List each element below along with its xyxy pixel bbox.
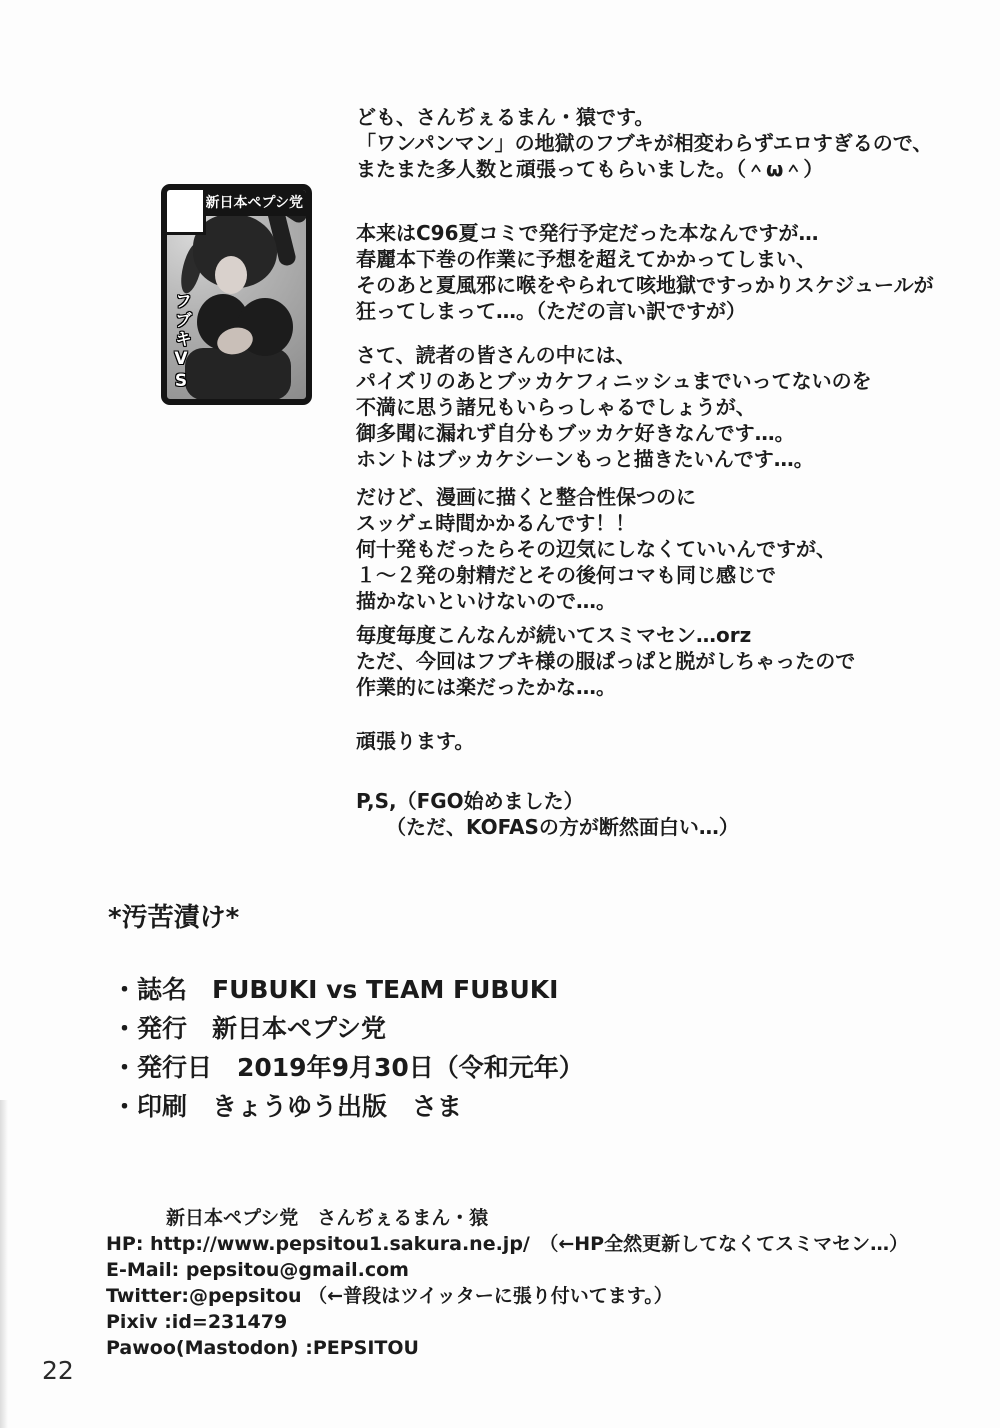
letter-paragraph-drawing <box>356 484 836 614</box>
letter-line: 不満に思う諸兄もいらっしゃるでしょうが、 <box>356 395 756 419</box>
cover-corner-box <box>167 190 206 235</box>
colophon-title: *汚苦漬け* <box>108 903 240 933</box>
letter-line: だけど、漫画に描くと整合性保つのに <box>356 485 696 509</box>
letter-line: （ただ、KOFASの方が断然面白い…） <box>356 815 739 839</box>
letter-line: 作業的には楽だったかな…。 <box>356 675 616 699</box>
letter-line: P,S,（FGO始めました） <box>356 789 584 813</box>
letter-line: １～２発の射精だとその後何コマも同じ感じで <box>356 563 776 587</box>
colophon-item-title: ・誌名 FUBUKI vs TEAM FUBUKI <box>112 975 559 1004</box>
letter-paragraph-readers <box>356 342 872 472</box>
page-number: 22 <box>42 1356 74 1385</box>
letter-line: 頑張ります。 <box>356 729 475 753</box>
letter-line: 御多聞に漏れず自分もブッカケ好きなんです…。 <box>356 421 795 445</box>
cover-circle-name: 新日本ペプシ党 <box>205 195 303 211</box>
letter-line: さて、読者の皆さんの中には、 <box>356 343 636 367</box>
colophon-list <box>112 970 584 1126</box>
colophon-item-date: ・発行日 2019年9月30日（令和元年） <box>112 1053 584 1082</box>
letter-line: 「ワンパンマン」の地獄のフブキが相変わらずエロすぎるので、 <box>356 131 933 155</box>
letter-line: ただ、今回はフブキ様の服ぱっぱと脱がしちゃったので <box>356 649 856 673</box>
cover-illustration-face <box>215 256 247 294</box>
colophon-item-publisher: ・発行 新日本ペプシ党 <box>112 1014 387 1043</box>
letter-line: またまた多人数と頑張ってもらいました。（＾ω＾） <box>356 157 824 181</box>
colophon-item-printer: ・印刷 きょうゆう出版 さま <box>112 1092 463 1121</box>
letter-line: 狂ってしまって…。（ただの言い訳ですが） <box>356 299 746 323</box>
letter-line: スッゲェ時間かかるんです！！ <box>356 511 636 535</box>
cover-thumbnail <box>161 184 312 405</box>
letter-line: 描かないといけないので…。 <box>356 589 616 613</box>
contact-pawoo: Pawoo(Mastodon) :PEPSITOU <box>106 1337 419 1359</box>
letter-paragraph-schedule <box>356 220 934 324</box>
letter-line: 本来はC96夏コミで発行予定だった本なんですが… <box>356 221 819 245</box>
contact-block <box>106 1205 908 1361</box>
contact-email: E-Mail: pepsitou@gmail.com <box>106 1259 409 1281</box>
contact-twitter: Twitter:@pepsitou （←普段はツイッターに張り付いてます。） <box>106 1285 673 1307</box>
contact-homepage: HP: http://www.pepsitou1.sakura.ne.jp/ （←HP全然更新してなくてスミマセン…） <box>106 1233 909 1255</box>
letter-line: パイズリのあとブッカケフィニッシュまでいってないのを <box>356 369 872 393</box>
cover-illustration-body <box>185 348 291 400</box>
scan-edge-artifact <box>0 1100 8 1428</box>
letter-paragraph-greeting <box>356 104 932 182</box>
letter-line: 春麗本下巻の作業に予想を超えてかかってしまい、 <box>356 247 816 271</box>
letter-line: 何十発もだったらその辺気にしなくていいんですが、 <box>356 537 836 561</box>
cover-vertical-title: フブキVS <box>171 292 191 393</box>
letter-paragraph-apology <box>356 622 855 700</box>
letter-line: ホントはブッカケシーンもっと描きたいんです…。 <box>356 447 814 471</box>
contact-pixiv: Pixiv :id=231479 <box>106 1311 288 1333</box>
letter-line: ども、さんぢぇるまん・猿です。 <box>356 105 655 129</box>
letter-line: 毎度毎度こんなんが続いてスミマセン…orz <box>356 623 752 647</box>
letter-line: そのあと夏風邪に喉をやられて咳地獄ですっかりスケジュールが <box>356 273 934 297</box>
letter-paragraph-postscript <box>356 788 739 840</box>
contact-circle-author: 新日本ペプシ党 さんぢぇるまん・猿 <box>166 1207 489 1229</box>
letter-paragraph-closing <box>356 728 474 754</box>
